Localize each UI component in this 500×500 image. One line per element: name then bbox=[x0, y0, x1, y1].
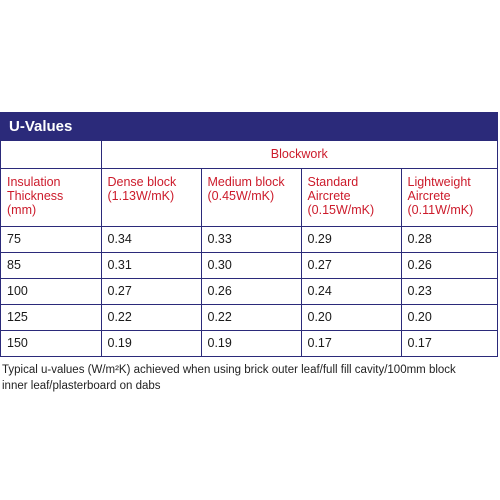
table-cell: 0.27 bbox=[101, 278, 201, 304]
table-cell: 0.22 bbox=[201, 304, 301, 330]
table-cell: 0.22 bbox=[101, 304, 201, 330]
table-caption: Typical u-values (W/m²K) achieved when using brick outer leaf/full fill cavity/100mm block inner leaf/plasterboard on dabs bbox=[2, 364, 456, 392]
table-cell: 0.28 bbox=[401, 226, 497, 252]
table-cell: 0.26 bbox=[401, 252, 497, 278]
table-cell: 85 bbox=[1, 252, 101, 278]
table-cell: 0.31 bbox=[101, 252, 201, 278]
table-cell: 125 bbox=[1, 304, 101, 330]
table-cell: 0.34 bbox=[101, 226, 201, 252]
column-header-medium-block: Medium block (0.45W/mK) bbox=[201, 168, 301, 226]
table-cell: 0.17 bbox=[301, 330, 401, 356]
table-cell: 0.19 bbox=[201, 330, 301, 356]
column-header-standard-aircrete: Standard Aircrete (0.15W/mK) bbox=[301, 168, 401, 226]
table-cell: 0.27 bbox=[301, 252, 401, 278]
table-cell: 0.30 bbox=[201, 252, 301, 278]
u-values-table bbox=[1, 141, 497, 356]
table-cell: 0.26 bbox=[201, 278, 301, 304]
column-header-dense-block: Dense block (1.13W/mK) bbox=[101, 168, 201, 226]
blockwork-group-header: Blockwork bbox=[101, 141, 497, 168]
table-row bbox=[1, 226, 497, 252]
table-row bbox=[1, 252, 497, 278]
table-cell: 0.24 bbox=[301, 278, 401, 304]
column-header-row bbox=[1, 168, 497, 226]
group-header-row bbox=[1, 141, 497, 168]
table-cell: 100 bbox=[1, 278, 101, 304]
table-row bbox=[1, 304, 497, 330]
table-cell: 150 bbox=[1, 330, 101, 356]
table-cell: 0.20 bbox=[301, 304, 401, 330]
column-header-insulation: Insulation Thickness (mm) bbox=[1, 168, 101, 226]
u-values-card bbox=[0, 112, 498, 357]
table-cell: 0.29 bbox=[301, 226, 401, 252]
table-title: U-Values bbox=[1, 113, 497, 141]
table-cell: 0.20 bbox=[401, 304, 497, 330]
group-header-empty-cell bbox=[1, 141, 101, 168]
table-cell: 0.23 bbox=[401, 278, 497, 304]
table-cell: 0.17 bbox=[401, 330, 497, 356]
table-cell: 75 bbox=[1, 226, 101, 252]
table-cell: 0.33 bbox=[201, 226, 301, 252]
table-row bbox=[1, 278, 497, 304]
column-header-lightweight-aircrete: Lightweight Aircrete (0.11W/mK) bbox=[401, 168, 497, 226]
table-cell: 0.19 bbox=[101, 330, 201, 356]
table-row bbox=[1, 330, 497, 356]
